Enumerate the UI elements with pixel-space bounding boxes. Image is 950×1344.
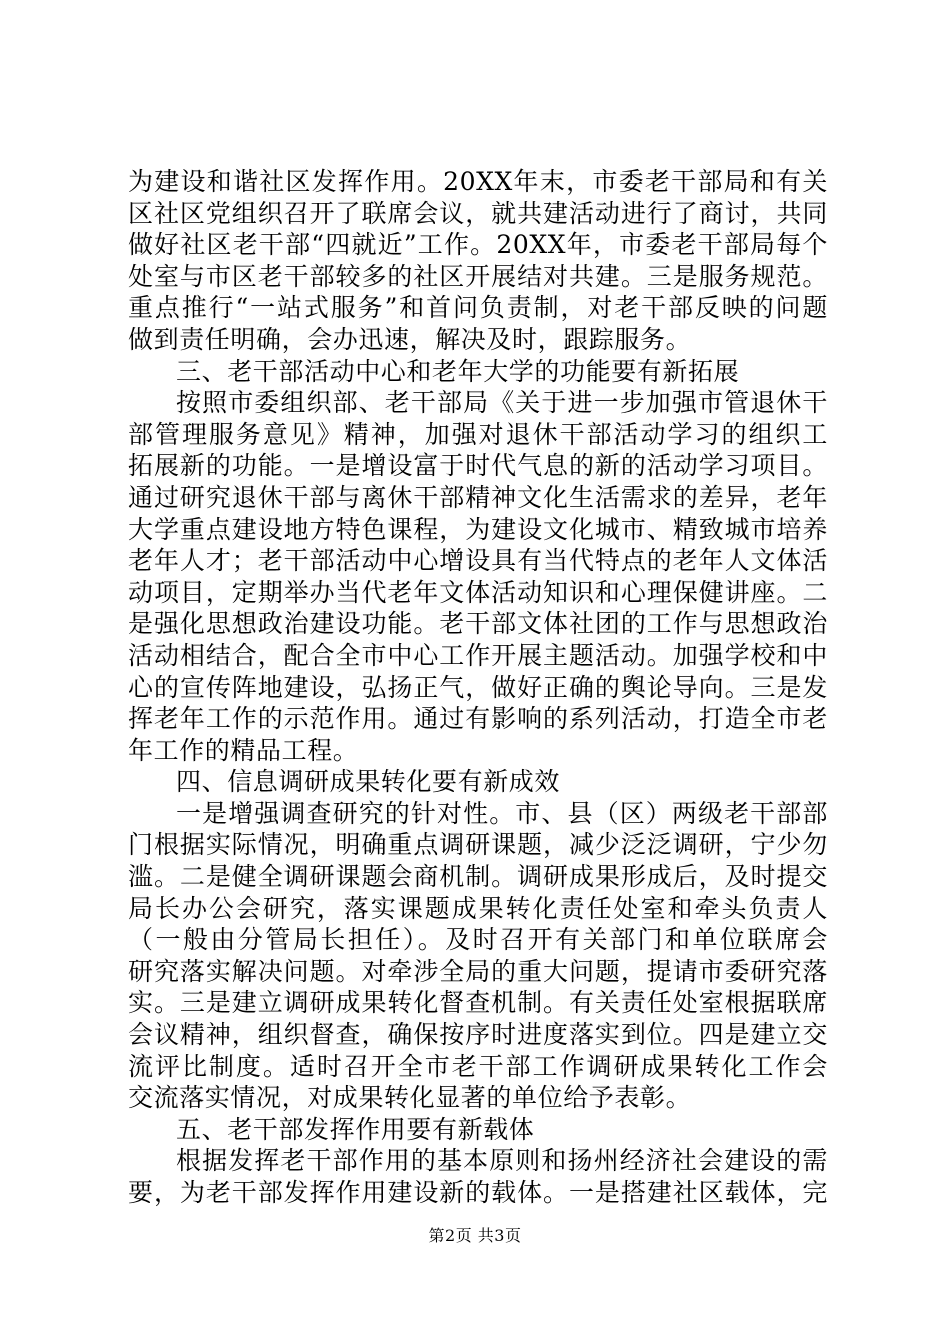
document-body (128, 166, 828, 1209)
text-line: 大学重点建设地方特色课程，为建设文化城市、精致城市培养 (128, 514, 828, 544)
text-line: 重点推行“一站式服务”和首问负责制，对老干部反映的问题 (128, 293, 828, 323)
text-line: （一般由分管局长担任）。及时召开有关部门和单位联席会 (128, 925, 828, 955)
text-line: 滥。二是健全调研课题会商机制。调研成果形成后，及时提交 (128, 862, 828, 892)
page-footer: 第2页 共3页 (428, 1226, 522, 1245)
text-line: 做到责任明确，会办迅速，解决及时，跟踪服务。 (128, 324, 692, 354)
section-heading: 五、老干部发挥作用要有新载体 (176, 1114, 535, 1144)
text-line: 部管理服务意见》精神，加强对退休干部活动学习的组织工 (128, 419, 828, 449)
text-line: 局长办公会研究，落实课题成果转化责任处室和牵头负责人 (128, 893, 828, 923)
text-line: 老年人才；老干部活动中心增设具有当代特点的老年人文体活 (128, 546, 828, 576)
text-line: 动项目，定期举办当代老年文体活动知识和心理保健讲座。二 (128, 577, 828, 607)
text-line: 年工作的精品工程。 (128, 735, 359, 765)
section-heading: 三、老干部活动中心和老年大学的功能要有新拓展 (176, 356, 740, 386)
text-line: 为建设和谐社区发挥作用。20XX年末，市委老干部局和有关 (128, 167, 828, 196)
text-line: 通过研究退休干部与离休干部精神文化生活需求的差异，老年 (128, 482, 828, 512)
text-line: 是强化思想政治建设功能。老干部文体社团的工作与思想政治 (128, 609, 828, 639)
text-line: 要，为老干部发挥作用建设新的载体。一是搭建社区载体，完 (128, 1178, 828, 1207)
text-line: 门根据实际情况，明确重点调研课题，减少泛泛调研，宁少勿 (128, 830, 828, 860)
text-line: 研究落实解决问题。对牵涉全局的重大问题，提请市委研究落 (128, 956, 828, 986)
text-line: 流评比制度。适时召开全市老干部工作调研成果转化工作会 (128, 1051, 828, 1081)
text-line: 按照市委组织部、老干部局《关于进一步加强市管退休干 (176, 388, 828, 418)
text-line: 区社区党组织召开了联席会议，就共建活动进行了商讨，共同 (128, 198, 828, 228)
text-line: 根据发挥老干部作用的基本原则和扬州经济社会建设的需 (176, 1146, 828, 1176)
text-line: 活动相结合，配合全市中心工作开展主题活动。加强学校和中 (128, 640, 828, 670)
text-line: 交流落实情况，对成果转化显著的单位给予表彰。 (128, 1083, 692, 1113)
text-line: 拓展新的功能。一是增设富于时代气息的新的活动学习项目。 (128, 451, 828, 481)
section-heading: 四、信息调研成果转化要有新成效 (176, 767, 561, 797)
text-line: 会议精神，组织督查，确保按序时进度落实到位。四是建立交 (128, 1020, 828, 1050)
text-line: 一是增强调查研究的针对性。市、县（区）两级老干部部 (176, 798, 828, 828)
text-line: 心的宣传阵地建设，弘扬正气，做好正确的舆论导向。三是发 (128, 672, 828, 702)
text-line: 做好社区老干部“四就近”工作。20XX年，市委老干部局每个 (128, 230, 828, 260)
text-line: 实。三是建立调研成果转化督查机制。有关责任处室根据联席 (128, 988, 828, 1018)
text-line: 挥老年工作的示范作用。通过有影响的系列活动，打造全市老 (128, 704, 828, 734)
text-line: 处室与市区老干部较多的社区开展结对共建。三是服务规范。 (128, 261, 828, 291)
